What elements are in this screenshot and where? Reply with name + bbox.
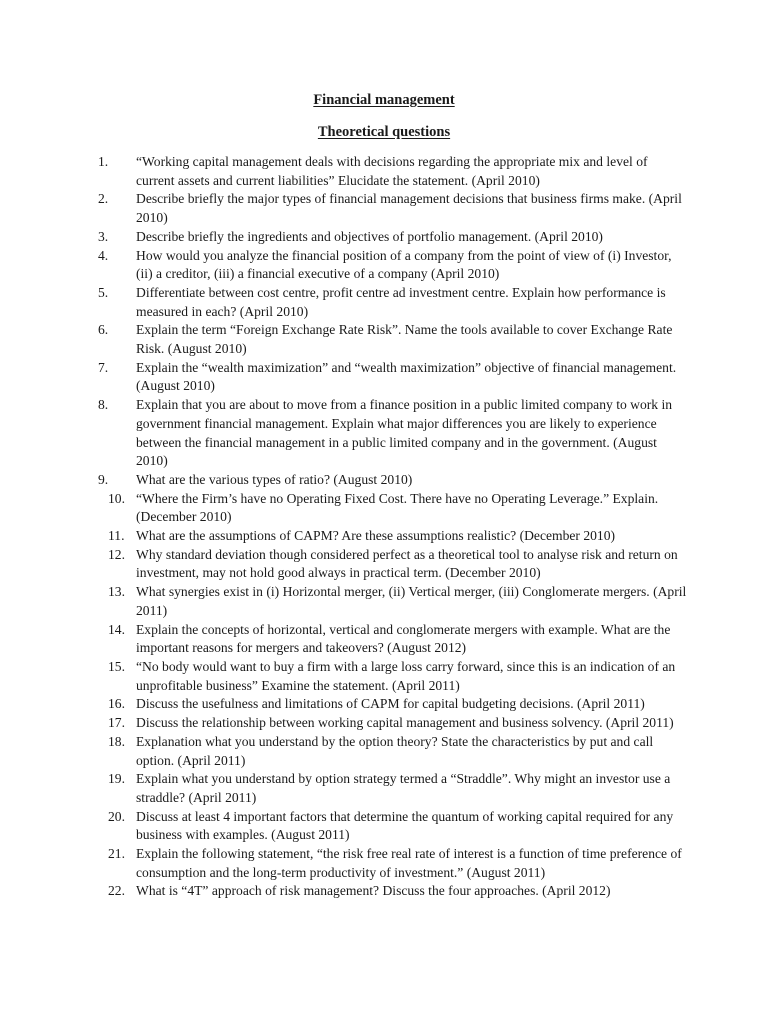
question-text: Discuss the usefulness and limitations of CAPM for capital budgeting decisions. (April 2011) <box>136 696 645 712</box>
question-text: What are the various types of ratio? (August 2010) <box>136 471 413 487</box>
question-item <box>0 770 768 807</box>
question-number: 3. <box>98 228 109 244</box>
question-text: Explain what you understand by option strategy termed a “Straddle”. Why might an investor use a straddle? (April 2011) <box>136 771 671 805</box>
question-text: “Where the Firm’s have no Operating Fixed Cost. There have no Operating Leverage.” Explain. (December 2010) <box>136 490 659 525</box>
document-title: Financial management <box>313 92 455 108</box>
question-list <box>0 153 768 901</box>
question-text: Explain the term “Foreign Exchange Rate Risk”. Name the tools available to cover Exchange Rate Risk. (August 2010) <box>136 322 673 357</box>
question-text: Differentiate between cost centre, profit centre ad investment centre. Explain how performance is measured in each? (April 2010) <box>136 284 666 319</box>
question-item <box>0 228 768 247</box>
question-number: 21. <box>108 846 125 862</box>
question-number: 22. <box>108 883 125 899</box>
question-item <box>0 527 768 546</box>
question-number: 2. <box>98 191 109 207</box>
question-item <box>0 153 768 190</box>
question-number: 4. <box>98 247 109 263</box>
question-text: Explain the “wealth maximization” and “wealth maximization” objective of financial management. (August 2010) <box>136 359 677 394</box>
question-text: Describe briefly the ingredients and objectives of portfolio management. (April 2010) <box>136 228 603 244</box>
question-text: How would you analyze the financial position of a company from the point of view of (i) Investor, (ii) a creditor, (iii) a financial executive of a company (April 2010) <box>136 247 672 282</box>
question-text: Describe briefly the major types of financial management decisions that business firms make. (April 2010) <box>136 191 682 226</box>
question-number: 6. <box>98 322 109 338</box>
question-text: What synergies exist in (i) Horizontal merger, (ii) Vertical merger, (iii) Conglomerate mergers. (April 2011) <box>136 584 687 618</box>
question-number: 5. <box>98 284 109 300</box>
question-item <box>0 845 768 882</box>
question-number: 9. <box>98 471 109 487</box>
document-subtitle: Theoretical questions <box>317 124 451 140</box>
question-number: 1. <box>98 154 109 169</box>
question-text: Explain that you are about to move from a finance position in a public limited company to work in government financial management. Explain what major differences you are likely to experience between the financial management in a public limited company and in the government. (August 2010) <box>136 397 673 469</box>
question-item <box>0 321 768 358</box>
question-item <box>0 284 768 321</box>
question-item <box>0 396 768 471</box>
question-number: 19. <box>108 771 125 787</box>
question-text: “No body would want to buy a firm with a large loss carry forward, since this is an indication of an unprofitable business” Examine the statement. (April 2011) <box>136 658 676 693</box>
question-number: 15. <box>108 658 125 674</box>
question-item <box>0 621 768 658</box>
question-number: 20. <box>108 808 125 824</box>
question-item <box>0 658 768 695</box>
question-item <box>0 359 768 396</box>
question-item <box>0 695 768 714</box>
question-item <box>0 882 768 901</box>
question-number: 10. <box>108 490 125 506</box>
question-item <box>0 471 768 490</box>
question-number: 12. <box>108 546 125 562</box>
question-text: “Working capital management deals with decisions regarding the appropriate mix and level of current assets and current liabilities” Elucidate the statement. (April 2010) <box>136 154 648 188</box>
question-number: 13. <box>108 584 125 600</box>
question-item <box>0 190 768 227</box>
question-item <box>0 490 768 527</box>
question-text: What is “4T” approach of risk management? Discuss the four approaches. (April 2012) <box>136 883 611 899</box>
question-item <box>0 247 768 284</box>
question-text: Explain the concepts of horizontal, vertical and conglomerate mergers with example. What are the important reasons for mergers and takeovers? (August 2012) <box>136 621 671 656</box>
question-number: 11. <box>108 528 125 544</box>
question-text: Explanation what you understand by the option theory? State the characteristics by put and call option. (April 2011) <box>136 733 654 768</box>
question-text: Discuss the relationship between working capital management and business solvency. (April 2011) <box>136 715 674 731</box>
question-number: 18. <box>108 733 125 749</box>
question-item <box>0 583 768 620</box>
question-item <box>0 733 768 770</box>
question-text: What are the assumptions of CAPM? Are these assumptions realistic? (December 2010) <box>136 528 616 544</box>
question-number: 14. <box>108 621 125 637</box>
question-item <box>0 808 768 845</box>
question-number: 7. <box>98 359 109 375</box>
question-text: Discuss at least 4 important factors that determine the quantum of working capital required for any business with examples. (August 2011) <box>136 808 674 843</box>
question-text: Why standard deviation though considered perfect as a theoretical tool to analyse risk and return on investment, may not hold good always in practical term. (December 2010) <box>136 546 678 581</box>
question-item <box>0 546 768 583</box>
question-text: Explain the following statement, “the risk free real rate of interest is a function of time preference of consumption and the long-term productivity of investment.” (August 2011) <box>136 846 682 880</box>
question-number: 17. <box>108 715 125 731</box>
question-item <box>0 714 768 733</box>
question-number: 16. <box>108 696 125 712</box>
question-number: 8. <box>98 397 109 413</box>
